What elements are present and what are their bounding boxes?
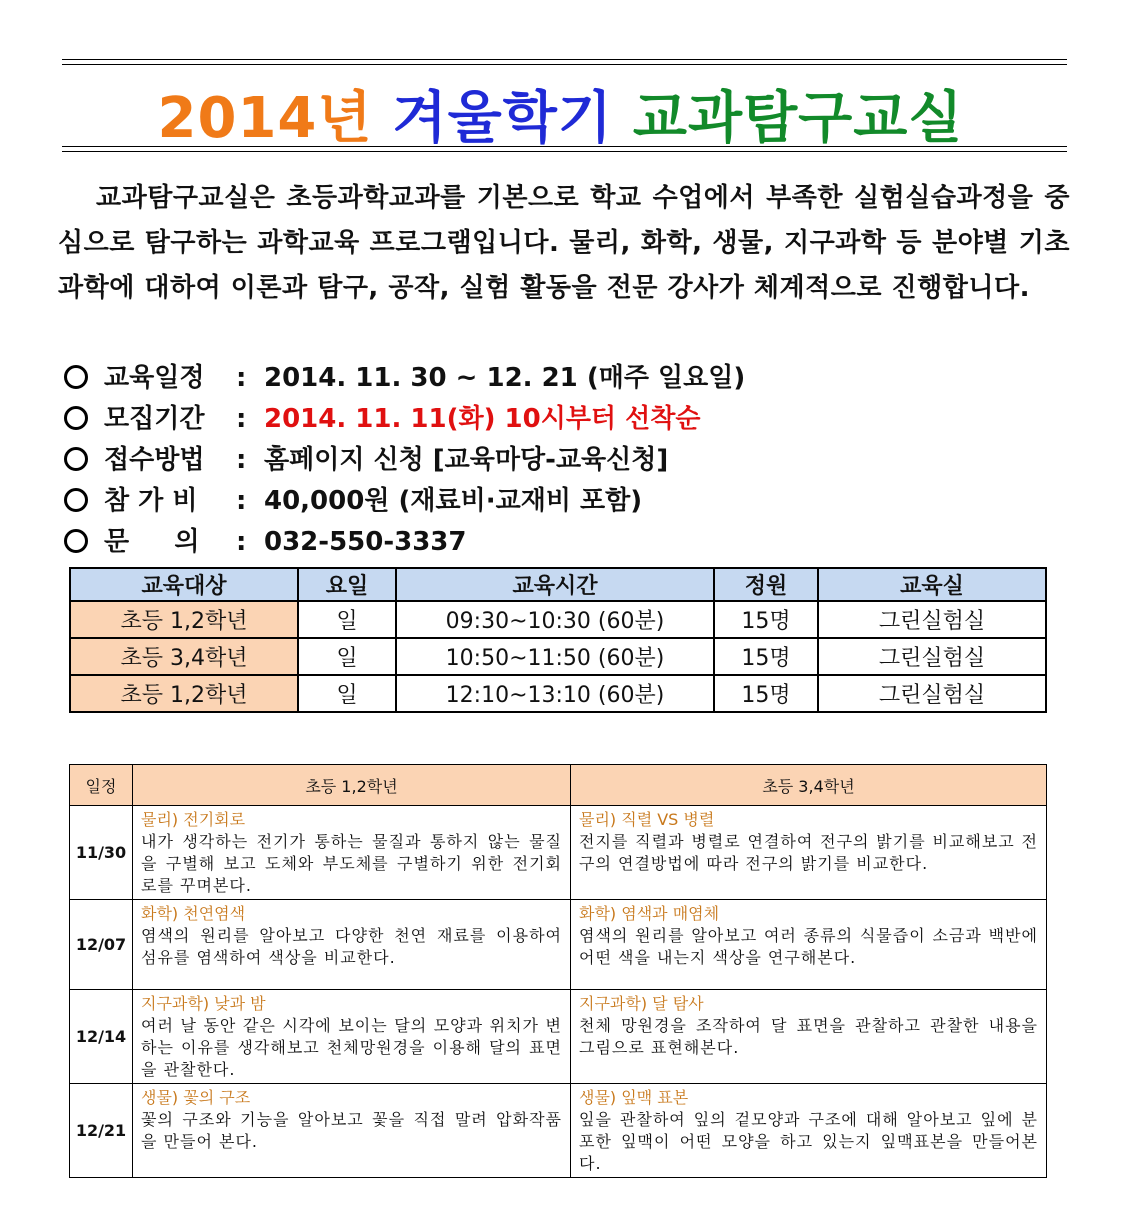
schedule-table — [69, 567, 1047, 713]
bottom-rule-2 — [62, 151, 1067, 152]
circle-bullet-icon — [64, 365, 88, 389]
date-cell: 11/30 — [70, 806, 133, 900]
info-value: 2014. 11. 30 ~ 12. 21 (매주 일요일) — [264, 363, 746, 393]
title-season: 겨울학기 — [392, 86, 613, 151]
lesson-cell — [133, 900, 571, 990]
table-cell: 그린실험실 — [818, 601, 1046, 638]
circle-bullet-icon — [64, 447, 88, 471]
table-row — [70, 900, 1047, 990]
info-item-fee: 참 가 비 : 40,000원 (재료비·교재비 포함) — [64, 481, 745, 522]
circle-bullet-icon — [64, 406, 88, 430]
col-header: 교육시간 — [396, 568, 714, 601]
lesson-cell — [133, 1084, 571, 1178]
lesson-desc: 여러 날 동안 같은 시각에 보이는 달의 모양과 위치가 변하는 이유를 생각해보고 천체망원경을 이용해 달의 표면을 관찰한다. — [141, 1016, 562, 1079]
lesson-desc: 천체 망원경을 조작하여 달 표면을 관찰하고 관찰한 내용을 그림으로 표현해본다. — [579, 1016, 1038, 1057]
top-rule-2 — [62, 64, 1067, 65]
page-title — [0, 74, 1121, 154]
table-cell: 10:50~11:50 (60분) — [396, 638, 714, 675]
col-header: 초등 3,4학년 — [571, 765, 1047, 806]
lesson-desc: 꽃의 구조와 기능을 알아보고 꽃을 직접 말려 압화작품을 만들어 본다. — [141, 1110, 562, 1151]
lesson-cell — [571, 806, 1047, 900]
date-cell: 12/07 — [70, 900, 133, 990]
lesson-topic: 화학) 천연염색 — [141, 904, 246, 923]
lesson-cell — [133, 990, 571, 1084]
table-cell: 일 — [298, 601, 396, 638]
table-row — [70, 990, 1047, 1084]
table-cell: 15명 — [714, 638, 818, 675]
info-item-apply: 접수방법 : 홈페이지 신청 [교육마당-교육신청] — [64, 440, 745, 481]
table-cell: 12:10~13:10 (60분) — [396, 675, 714, 712]
table-cell: 일 — [298, 638, 396, 675]
col-header: 요일 — [298, 568, 396, 601]
table-cell: 그린실험실 — [818, 638, 1046, 675]
intro-paragraph: 교과탐구교실은 초등과학교과를 기본으로 학교 수업에서 부족한 실험실습과정을 중심으로 탐구하는 과학교육 프로그램입니다. 물리, 화학, 생물, 지구과학 등 분야별 기초과학에 대하여 이론과 탐구, 공작, 실험 활동을 전문 강사가 체계적으로 진행합니다. — [58, 183, 1070, 303]
info-value: 2014. 11. 11(화) 10시부터 선착순 — [264, 404, 701, 434]
table-cell: 15명 — [714, 675, 818, 712]
lesson-topic: 물리) 전기회로 — [141, 810, 246, 829]
info-value: 032-550-3337 — [264, 527, 467, 557]
circle-bullet-icon — [64, 529, 88, 553]
info-label: 문 의 — [104, 527, 200, 557]
col-header: 초등 1,2학년 — [133, 765, 571, 806]
info-label: 모집기간 — [104, 404, 205, 434]
lesson-cell — [133, 806, 571, 900]
table-header-row — [70, 568, 1046, 601]
table-cell: 초등 1,2학년 — [70, 675, 298, 712]
info-label: 접수방법 — [104, 445, 205, 475]
date-cell: 12/21 — [70, 1084, 133, 1178]
lesson-desc: 염색의 원리를 알아보고 다양한 천연 재료를 이용하여 섬유를 염색하여 색상을 비교한다. — [141, 926, 562, 967]
col-header: 정원 — [714, 568, 818, 601]
col-header: 교육실 — [818, 568, 1046, 601]
table-cell: 09:30~10:30 (60분) — [396, 601, 714, 638]
table-row — [70, 806, 1047, 900]
lesson-topic: 생물) 꽃의 구조 — [141, 1088, 251, 1107]
info-list — [64, 358, 745, 563]
info-item-contact: 문 의 : 032-550-3337 — [64, 522, 745, 563]
info-item-recruit: 모집기간 : 2014. 11. 11(화) 10시부터 선착순 — [64, 399, 745, 440]
curriculum-table — [69, 764, 1047, 1178]
lesson-topic: 물리) 직렬 VS 병렬 — [579, 810, 715, 829]
top-rule-1 — [62, 59, 1067, 60]
table-cell: 초등 3,4학년 — [70, 638, 298, 675]
table-cell: 초등 1,2학년 — [70, 601, 298, 638]
table-row — [70, 638, 1046, 675]
lesson-cell — [571, 900, 1047, 990]
lesson-cell — [571, 1084, 1047, 1178]
table-row — [70, 601, 1046, 638]
date-cell: 12/14 — [70, 990, 133, 1084]
lesson-desc: 잎을 관찰하여 잎의 겉모양과 구조에 대해 알아보고 잎에 분포한 잎맥이 어떤 모양을 하고 있는지 잎맥표본을 만들어본다. — [579, 1110, 1038, 1173]
info-label: 교육일정 — [104, 363, 205, 393]
bottom-rule-1 — [62, 146, 1067, 147]
lesson-desc: 염색의 원리를 알아보고 여러 종류의 식물즙이 소금과 백반에 어떤 색을 내는지 색상을 연구해본다. — [579, 926, 1038, 967]
lesson-topic: 생물) 잎맥 표본 — [579, 1088, 689, 1107]
info-value: 40,000원 (재료비·교재비 포함) — [264, 486, 643, 516]
circle-bullet-icon — [64, 488, 88, 512]
table-cell: 15명 — [714, 601, 818, 638]
table-row — [70, 1084, 1047, 1178]
title-year: 2014년 — [157, 86, 373, 151]
col-header: 일정 — [70, 765, 133, 806]
lesson-cell — [571, 990, 1047, 1084]
table-cell: 그린실험실 — [818, 675, 1046, 712]
col-header: 교육대상 — [70, 568, 298, 601]
table-cell: 일 — [298, 675, 396, 712]
title-program: 교과탐구교실 — [632, 86, 964, 151]
info-item-schedule: 교육일정 : 2014. 11. 30 ~ 12. 21 (매주 일요일) — [64, 358, 745, 399]
info-label: 참 가 비 — [104, 486, 198, 516]
table-header-row — [70, 765, 1047, 806]
lesson-desc: 내가 생각하는 전기가 통하는 물질과 통하지 않는 물질을 구별해 보고 도체와 부도체를 구별하기 위한 전기회로를 꾸며본다. — [141, 832, 562, 895]
table-row — [70, 675, 1046, 712]
info-value: 홈페이지 신청 [교육마당-교육신청] — [264, 445, 669, 475]
lesson-topic: 지구과학) 달 탐사 — [579, 994, 704, 1013]
lesson-topic: 지구과학) 낮과 밤 — [141, 994, 266, 1013]
lesson-topic: 화학) 염색과 매염체 — [579, 904, 720, 923]
lesson-desc: 전지를 직렬과 병렬로 연결하여 전구의 밝기를 비교해보고 전구의 연결방법에 따라 전구의 밝기를 비교한다. — [579, 832, 1038, 873]
